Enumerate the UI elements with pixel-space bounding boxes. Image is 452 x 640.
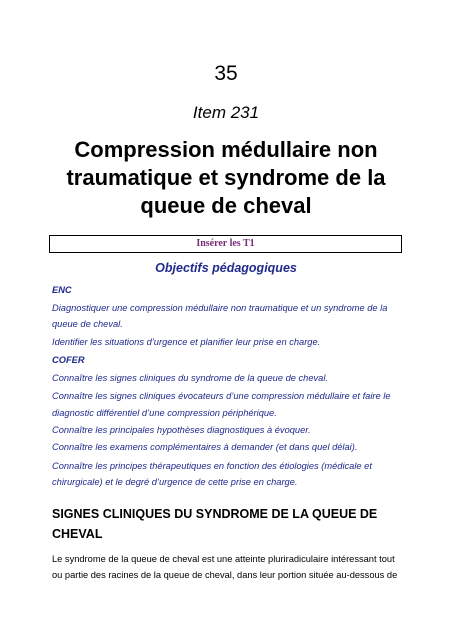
objective-line: Diagnostiquer une compression médullaire non traumatique et un syndrome de la [52,303,388,313]
item-label: Item 231 [192,103,260,122]
section-heading-line: SIGNES CLINIQUES DU SYNDROME DE LA QUEUE DE [52,507,378,521]
title-line: Compression médullaire non [74,137,378,162]
body-line: ou partie des racines de la queue de cheval, dans leur portion située au-dessous de [52,570,398,580]
objective-line: queue de cheval. [52,319,123,329]
section-heading-line: CHEVAL [52,527,103,541]
title-line: traumatique et syndrome de la [66,165,386,190]
body-line: Le syndrome de la queue de cheval est une atteinte pluriradiculaire intéressant tout [52,554,395,564]
objective-line: Connaître les principes thérapeutiques en fonction des étiologies (médicale et [52,461,372,471]
chapter-number: 35 [214,62,238,85]
objective-line: Identifier les situations d’urgence et planifier leur prise en charge. [52,337,321,347]
objective-line: Connaître les examens complémentaires à demander (et dans quel délai). [52,442,358,452]
objective-line: Connaître les signes cliniques évocateurs d’une compression médullaire et faire le [52,391,391,401]
objectives-heading: Objectifs pédagogiques [155,261,297,275]
insert-t1-box: Insérer les T1 [49,235,402,253]
page-title [40,136,412,220]
section-heading [52,504,402,544]
title-line: queue de cheval [140,193,312,218]
objective-section-label: ENC [52,285,72,295]
objective-line: diagnostic différentiel d’une compression périphérique. [52,408,277,418]
objective-line: Connaître les signes cliniques du syndrome de la queue de cheval. [52,373,328,383]
objective-line: Connaître les principales hypothèses diagnostiques à évoquer. [52,425,311,435]
objective-line: chirurgicale) et le degré d’urgence de cette prise en charge. [52,477,298,487]
objective-section-label: COFER [52,355,85,365]
